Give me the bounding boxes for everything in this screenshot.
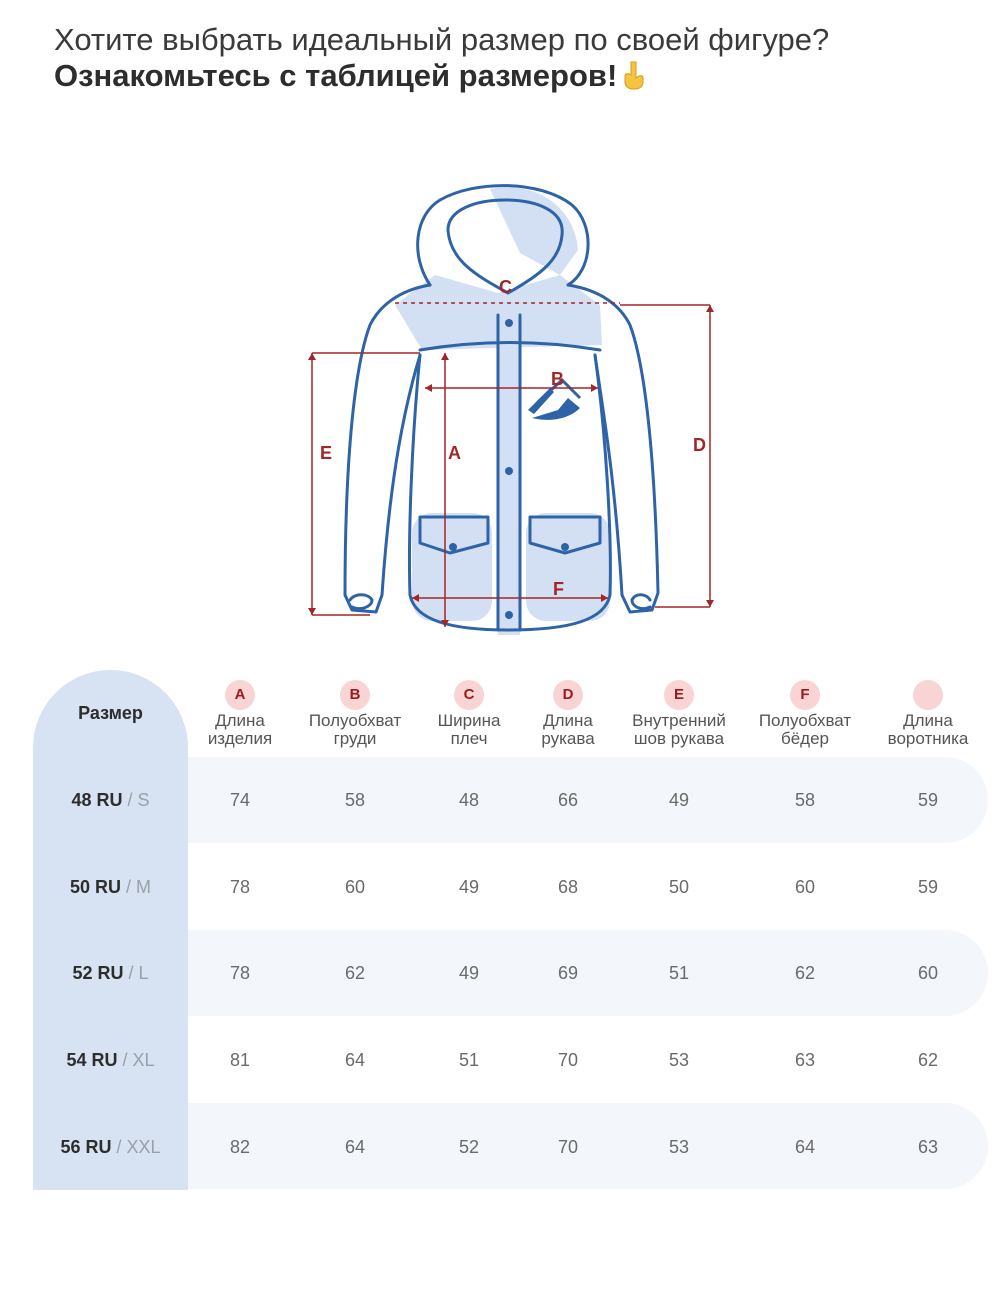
size-intl: XL (132, 1050, 155, 1070)
size-intl: L (138, 963, 149, 983)
letter-badge-a: A (225, 680, 255, 710)
value-cell: 81 (229, 1050, 251, 1070)
header-label-line2: воротника (887, 729, 969, 748)
value-cell: 60 (794, 877, 816, 897)
jacket-fills (395, 187, 610, 635)
size-cell-row-3 (33, 963, 188, 984)
header-label-line2: груди (333, 729, 377, 748)
header-label-line1: Длина (903, 711, 953, 730)
headline-cta-text: Ознакомьтесь с таблицей размеров! (54, 58, 618, 93)
value-cell: 68 (557, 877, 579, 897)
size-intl: S (137, 790, 150, 810)
value-cell: 58 (794, 790, 816, 810)
label-d: D (693, 435, 706, 455)
header-label-line2: изделия (207, 729, 273, 748)
size-separator: / (123, 963, 139, 983)
value-cell: 62 (344, 963, 366, 983)
value-cell: 74 (229, 790, 251, 810)
headline-cta (54, 58, 954, 94)
size-ru: 54 RU (66, 1050, 118, 1070)
value-cell: 49 (458, 877, 480, 897)
header-label-line1: Полуобхват (308, 711, 402, 730)
value-cell: 59 (917, 877, 939, 897)
value-cell: 51 (668, 963, 690, 983)
jacket-diagram (290, 175, 730, 645)
size-cell-row-2 (33, 877, 188, 898)
value-cell: 64 (794, 1137, 816, 1157)
letter-badge-c: C (454, 680, 484, 710)
header-label-line1: Внутренний (632, 711, 726, 730)
value-cell: 62 (794, 963, 816, 983)
value-cell: 58 (344, 790, 366, 810)
size-separator: / (121, 877, 137, 897)
size-separator: / (111, 1137, 127, 1157)
value-cell: 52 (458, 1137, 480, 1157)
header-label-line2: рукава (541, 729, 595, 748)
value-cell: 60 (344, 877, 366, 897)
column-header-collar (858, 680, 998, 748)
value-cell: 50 (668, 877, 690, 897)
pointing-down-hand-icon (621, 60, 647, 90)
label-b: B (551, 369, 564, 389)
header-label-line1: Полуобхват (758, 711, 852, 730)
label-e: E (320, 443, 333, 463)
letter-badge-d: D (553, 680, 583, 710)
header-label-line2: плеч (450, 729, 488, 748)
value-cell: 70 (557, 1137, 579, 1157)
size-column-background (33, 670, 188, 1190)
value-cell: 49 (668, 790, 690, 810)
letter-badge-collar (913, 680, 943, 710)
size-intl: XXL (126, 1137, 161, 1157)
label-f: F (553, 579, 564, 599)
value-cell: 60 (917, 963, 939, 983)
column-header-f (735, 680, 875, 748)
size-separator: / (117, 1050, 133, 1070)
headline (54, 22, 954, 94)
size-cell-row-5 (33, 1137, 188, 1158)
size-intl: M (136, 877, 152, 897)
value-cell: 53 (668, 1137, 690, 1157)
header-label-line2: шов рукава (633, 729, 725, 748)
value-cell: 69 (557, 963, 579, 983)
header-label-line2: бёдер (780, 729, 830, 748)
header-label-line1: Ширина (437, 711, 501, 730)
value-cell: 53 (668, 1050, 690, 1070)
value-cell: 49 (458, 963, 480, 983)
size-ru: 56 RU (60, 1137, 112, 1157)
label-c: C (499, 277, 512, 297)
header-label-line1: Длина (543, 711, 593, 730)
value-cell: 66 (557, 790, 579, 810)
size-column-header: Размер (78, 703, 143, 723)
headline-question: Хотите выбрать идеальный размер по своей фигуре? (54, 22, 830, 57)
value-cell: 62 (917, 1050, 939, 1070)
letter-badge-b: B (340, 680, 370, 710)
letter-badge-e: E (664, 680, 694, 710)
size-ru: 52 RU (72, 963, 124, 983)
header-label-line1: Длина (215, 711, 265, 730)
value-cell: 78 (229, 963, 251, 983)
value-cell: 51 (458, 1050, 480, 1070)
value-cell: 78 (229, 877, 251, 897)
size-cell-row-4 (33, 1050, 188, 1071)
label-a: A (448, 443, 461, 463)
value-cell: 70 (557, 1050, 579, 1070)
value-cell: 82 (229, 1137, 251, 1157)
letter-badge-f: F (790, 680, 820, 710)
value-cell: 63 (917, 1137, 939, 1157)
size-ru: 48 RU (71, 790, 123, 810)
value-cell: 63 (794, 1050, 816, 1070)
size-cell-row-1 (33, 790, 188, 811)
value-cell: 64 (344, 1137, 366, 1157)
value-cell: 59 (917, 790, 939, 810)
size-ru: 50 RU (69, 877, 121, 897)
value-cell: 48 (458, 790, 480, 810)
value-cell: 64 (344, 1050, 366, 1070)
column-header-e (609, 680, 749, 748)
size-separator: / (122, 790, 138, 810)
